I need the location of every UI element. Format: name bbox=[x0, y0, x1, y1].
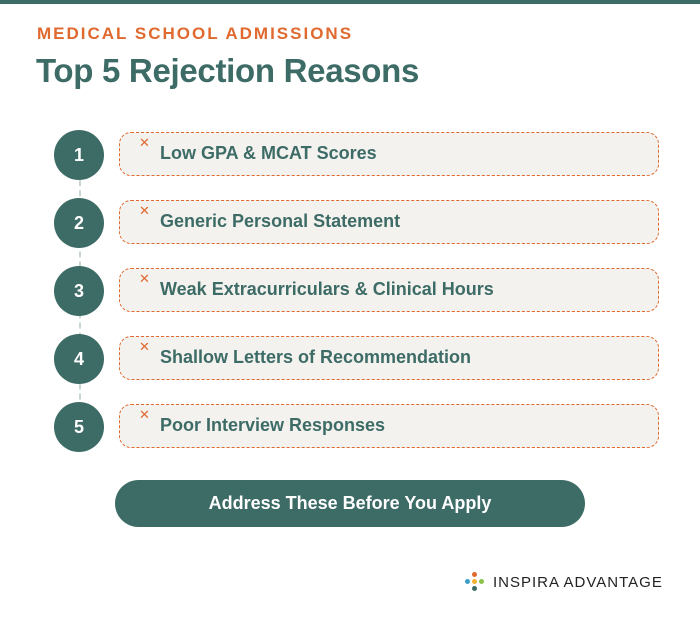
cta-button[interactable]: Address These Before You Apply bbox=[115, 480, 585, 527]
reason-item bbox=[0, 132, 700, 178]
brand-name: INSPIRA ADVANTAGE bbox=[493, 573, 663, 591]
reason-label: Low GPA & MCAT Scores bbox=[160, 143, 377, 163]
x-icon: ✕ bbox=[139, 407, 150, 422]
brand-dots-icon bbox=[465, 572, 485, 592]
reason-label: Shallow Letters of Recommendation bbox=[160, 347, 472, 367]
reason-label: Generic Personal Statement bbox=[160, 211, 401, 231]
reason-number-badge: 2 bbox=[54, 198, 104, 248]
reason-label: Weak Extracurriculars & Clinical Hours bbox=[160, 279, 494, 299]
reason-item bbox=[0, 336, 700, 382]
reason-card bbox=[119, 200, 659, 244]
x-icon: ✕ bbox=[139, 339, 150, 354]
reason-item bbox=[0, 404, 700, 450]
x-icon: ✕ bbox=[139, 203, 150, 218]
reason-card bbox=[119, 268, 659, 312]
reason-label: Poor Interview Responses bbox=[160, 415, 386, 435]
reason-card bbox=[119, 404, 659, 448]
reason-item bbox=[0, 268, 700, 314]
brand-logo bbox=[465, 572, 663, 592]
x-icon: ✕ bbox=[139, 135, 150, 150]
reason-number-badge: 5 bbox=[54, 402, 104, 452]
top-accent-bar bbox=[0, 0, 700, 4]
reason-number-badge: 4 bbox=[54, 334, 104, 384]
reason-number-badge: 3 bbox=[54, 266, 104, 316]
reason-item bbox=[0, 200, 700, 246]
reason-card bbox=[119, 132, 659, 176]
x-icon: ✕ bbox=[139, 271, 150, 286]
reason-card bbox=[119, 336, 659, 380]
reason-number-badge: 1 bbox=[54, 130, 104, 180]
eyebrow-heading: MEDICAL SCHOOL ADMISSIONS bbox=[37, 24, 354, 43]
page-title: Top 5 Rejection Reasons bbox=[36, 52, 420, 89]
